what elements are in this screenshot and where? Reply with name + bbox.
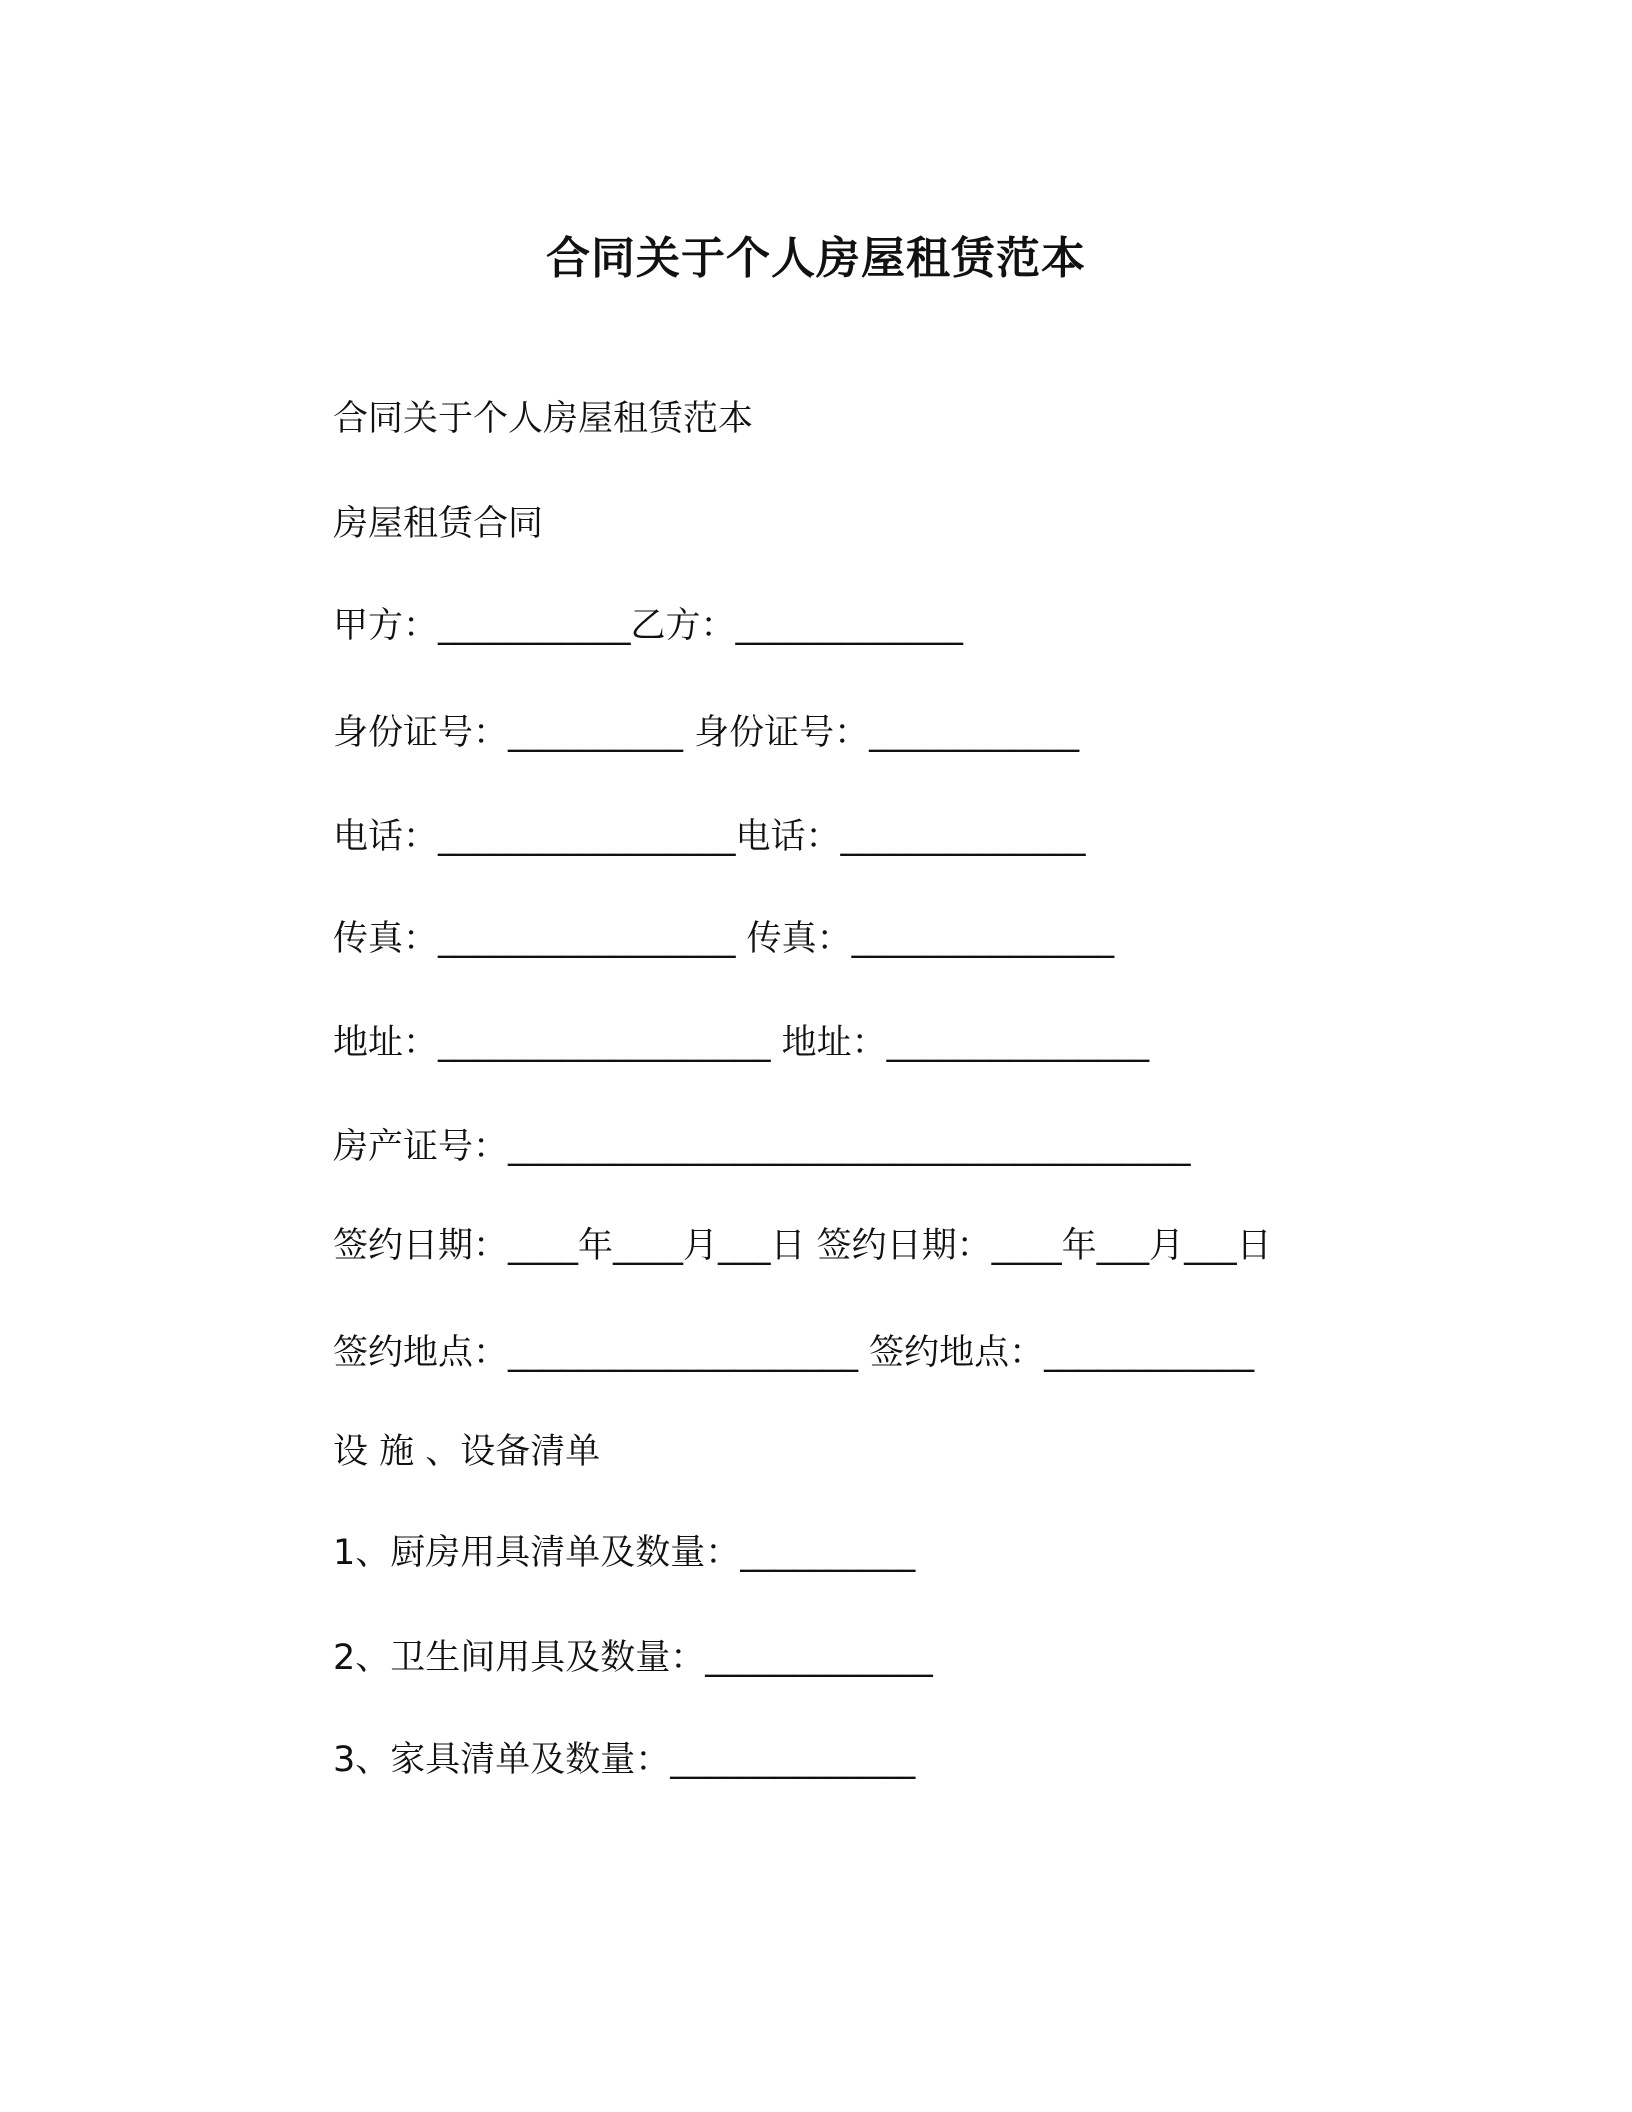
id-number-line: 身份证号：__________ 身份证号：____________ (333, 713, 1080, 753)
document-title: 合同关于个人房屋租赁范本 (546, 233, 1086, 284)
signing-place-line: 签约地点：____________________ 签约地点：____________ (333, 1333, 1255, 1373)
property-cert-line: 房产证号：_______________________________________ (333, 1127, 1191, 1167)
fax-line: 传真：_________________ 传真：_______________ (333, 919, 1115, 959)
signing-date-line: 签约日期：____年____月___日 签约日期：____年___月___日 (333, 1226, 1272, 1266)
section-heading: 房屋租赁合同 (333, 504, 544, 544)
list-item: 1、厨房用具清单及数量：__________ (333, 1533, 916, 1573)
contract-heading: 合同关于个人房屋租赁范本 (333, 399, 754, 439)
list-item: 2、卫生间用具及数量：_____________ (333, 1638, 933, 1678)
facilities-heading: 设 施 、设备清单 (333, 1432, 601, 1472)
phone-line: 电话：_________________电话：______________ (333, 817, 1086, 857)
list-item: 3、家具清单及数量：______________ (333, 1740, 916, 1780)
address-line: 地址：___________________ 地址：_______________ (333, 1023, 1150, 1063)
party-names-line: 甲方：___________乙方：_____________ (333, 606, 964, 646)
